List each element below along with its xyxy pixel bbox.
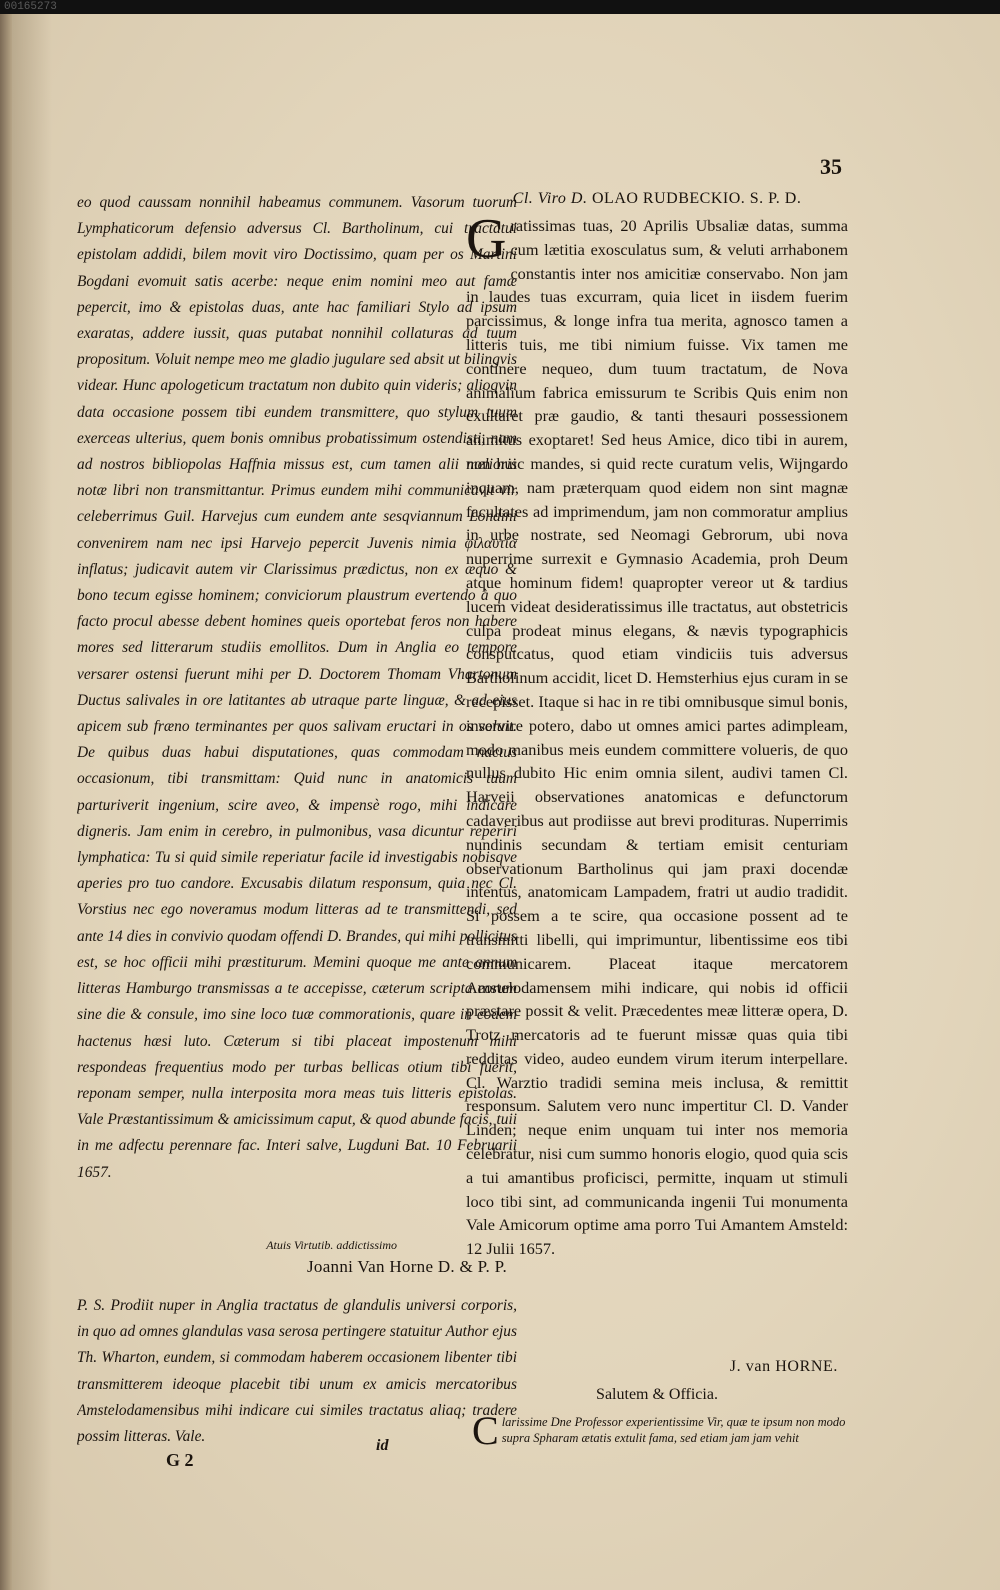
next-dropcap: C	[472, 1408, 499, 1453]
right-letter-heading	[466, 190, 848, 208]
page-left-edge	[0, 14, 12, 1590]
next-letter-start	[466, 1408, 848, 1453]
signature-mark: G 2	[166, 1450, 194, 1470]
heading-name: OLAO RUDBECKIO. S. P. D.	[591, 190, 802, 207]
scan-label: 00165273	[0, 0, 1000, 14]
heading-prefix: Cl. Viro D.	[512, 190, 588, 207]
left-column	[77, 190, 517, 1507]
right-letter-text: ratissimas tuas, 20 Aprilis Ubsaliæ datas, summa cum lætitia exosculatus sum, & veluti arrhabonem constantis inter nos amicitiæ conservabo. Non jam in laudes tuas excurram, quia licet in iisdem fuerim parcissimus, & longe infra tua merita, agnosco tamen a litteris tuis, me tibi nimium fuisse. Vix tamen me continere nequeo, dum tuum tractatum, de Nova animalium fabrica emissurum te Scribis Quis enim non exultaret præ gaudio, & tanti thesauri possessionem animitus exoptaret! Sed heus Amice, dico tibi in aurem, non huic mandes, si quid recte curatum velis, Wijngardo inquam, nam præterquam quod eidem non sint magnæ facultates ad imprimendum, jam non commoratur amplius in urbe nostrate, sed Neomagi Gebrorum, ubi nova nuperrime surrexit e Gymnasio Academia, proh Deum atque hominum fidem! quapropter vereor ut & tardius lucem videat desideratissimus ille tractatus, aut obstetricis culpa prodeat minus elegans, & nævis typographicis consputcatus, quod etiam vindiciis tuis adversus Bartholinum accidit, licet D. Hemsterhius ejus curam in se recepisset. Itaque si hac in re tibi omnibusque simul bonis, inservire potero, dabo ut omnes amici partes adimpleam, modo manibus meis eundem committere volueris, de quo nullus dubito Hic enim omnia silent, audivi tamen Cl. Harveii observationes anatomicas e defunctorum cadaveribus aut prodiisse aut brevi prodituras. Nuperrimis nundinis secundam & tertiam emisit centuriam observationum Bartholinus qui jam praxi docendæ intentus, anatomicam Lampadem, fratri ut audio tradidit. Si possem a te scire, qua occasione possent ad te transmitti libelli, qui imprimuntur, libentissime eos tibi communicarem. Placeat itaque mercatorem Amstelodamensem mihi indicare, qui nobis id officii præstare possit & velit. Præcedentes meæ litteræ opera, D. Trotz mercatoris ad te fuerunt missæ quas quia tibi redditas video, audeo eundem virum iterum interpellare. Cl. Warztio tradidi semina meis inclusa, & remittit responsum. Salutem vero nunc impertitur Cl. D. Vander Linden; neque enim unquam tui inter nos memoria celebratur, nisi cum summo honoris elogio, quod quia scis a tui amantibus proficisci, permitte, inquam ut stimuli loco tibi sint, ad communicanda ingenii Tui monumenta Vale Amicorum optime ama porro Tui Amantem Amsteld: 12 Julii 1657.	[466, 216, 848, 1259]
book-page	[12, 14, 1000, 1590]
next-letter-text: larissime Dne Professor experientissime Vir, quæ te ipsum non modo supra Spharam ætatis extulit fama, sed etiam jam jam vehit	[501, 1415, 846, 1445]
left-letter-body: eo quod caussam nonnihil habeamus communem. Vasorum tuorum Lymphaticorum defensio adversus Cl. Bartholinum, cui tractatui epistolam addidi, bilem movit viro Doctissimo, quam per os Martini Bogdani evomuit satis acerbe: neque enim nomini meo aut famæ pepercit, imo & epistolas duas, ante hac familiari Stylo ad ipsum exaratas, addere iussit, quas putabat nonnihil collaturas ad tuum propositum. Voluit nempe meo me gladio jugulare sed absit ut bilingvis videar. Hunc apologeticum tractatum non dubito quin videris; alioqvin data occasione possem tibi eundem transmittere, quo stylum tuum exerceas ulterius, quem bonis omnibus probatissimum ostendisti, nam ad nostros bibliopolas Haffnia missus est, cum tamen alii melioris notæ libri non transmittantur. Primus eundem mihi communicavit vir celeberrimus Guil. Harvejus cum eundem ante sesqviannum Londini convenirem nam nec ipsi Harvejo pepercit Juvenis nimia φιλαυτία inflatus; judicavit autem vir Clarissimus prædictus, non ex æquo & bono tecum egisse hominem; conviciorum plaustrum evertendo à quo facto procul abesse debent homines queis oportebat feros non habere mores sed litterarum studiis emollitos. Dum in Anglia eo tempore versarer ostensi fuerunt mihi per D. Doctorem Thomam Vhartonum Ductus salivales in ore latitantes ab utraque parte linguæ, & ad eius apicem sub fræno terminantes per quos salivam eructari in os voluit. De quibus duas habui disputationes, quas commodam nactus occasionum, tibi transmittam: Quid nunc in anatomicis tuum parturiverit ingenium, scire aveo, & impensè rogo, mihi indicare digneris. Jam enim in cerebro, in pulmonibus, vasa dicuntur reperiri lymphatica: Tu si quid simile reperiatur facile id investigabis nobisqve aperies pro tuo candore. Excusabis dilatum responsum, quia nec Cl. Vorstius nec ego noveramus modum litteras ad te transmittendi, sed ante 14 dies in convivio quodam offendi D. Brandes, qui mihi pollicitus est, se hoc officii mihi præstiturum. Memini quoque me ante annum litteras Hamburgo transmissas a te accepisse, cæterum scripta eorum sine die & consule, imo sine loco tuæ commorationis, quare in eodem hactenus hæsi luto. Cæterum si tibi placeat impostenum mihi respondeas frequentius modo per turbas bellicas otium tibi fuerit, reponam semper, nulla interposita mora meas tuis litteris epistolas. Vale Præstantissimum & amicissimum caput, & quod abunde facis, tuii in me adfectu perennare fac. Interi salve, Lugduni Bat. 10 Februarii 1657.	[77, 194, 517, 1181]
left-letter-postscript: P. S. Prodiit nuper in Anglia tractatus de glandulis universi corporis, in quo ad omnes glandulas vasa serosa pertingere statuitur Author ejus Th. Wharton, eundem, si commodam haberem occasionem libenter tibi transmitterem ideoque placebit tibi unum ex amicis mercatoribus Amstelodamensibus mihi indicare cui similes tractatus aliaq; tradere possim litteras. Vale.	[77, 1297, 517, 1446]
right-letter-signature: J. van HORNE.	[729, 1358, 838, 1375]
right-letter-body	[466, 214, 848, 1352]
left-letter-subscript: Atuis Virtutib. addictissimo	[266, 1238, 397, 1252]
catchword: id	[376, 1437, 389, 1454]
left-letter-signature: Joanni Van Horne D. & P. P.	[307, 1257, 507, 1276]
dropcap: G	[466, 214, 507, 270]
page-number: 35	[820, 154, 842, 179]
next-letter-salutation: Salutem & Officia.	[596, 1386, 718, 1403]
right-column	[466, 190, 848, 1453]
